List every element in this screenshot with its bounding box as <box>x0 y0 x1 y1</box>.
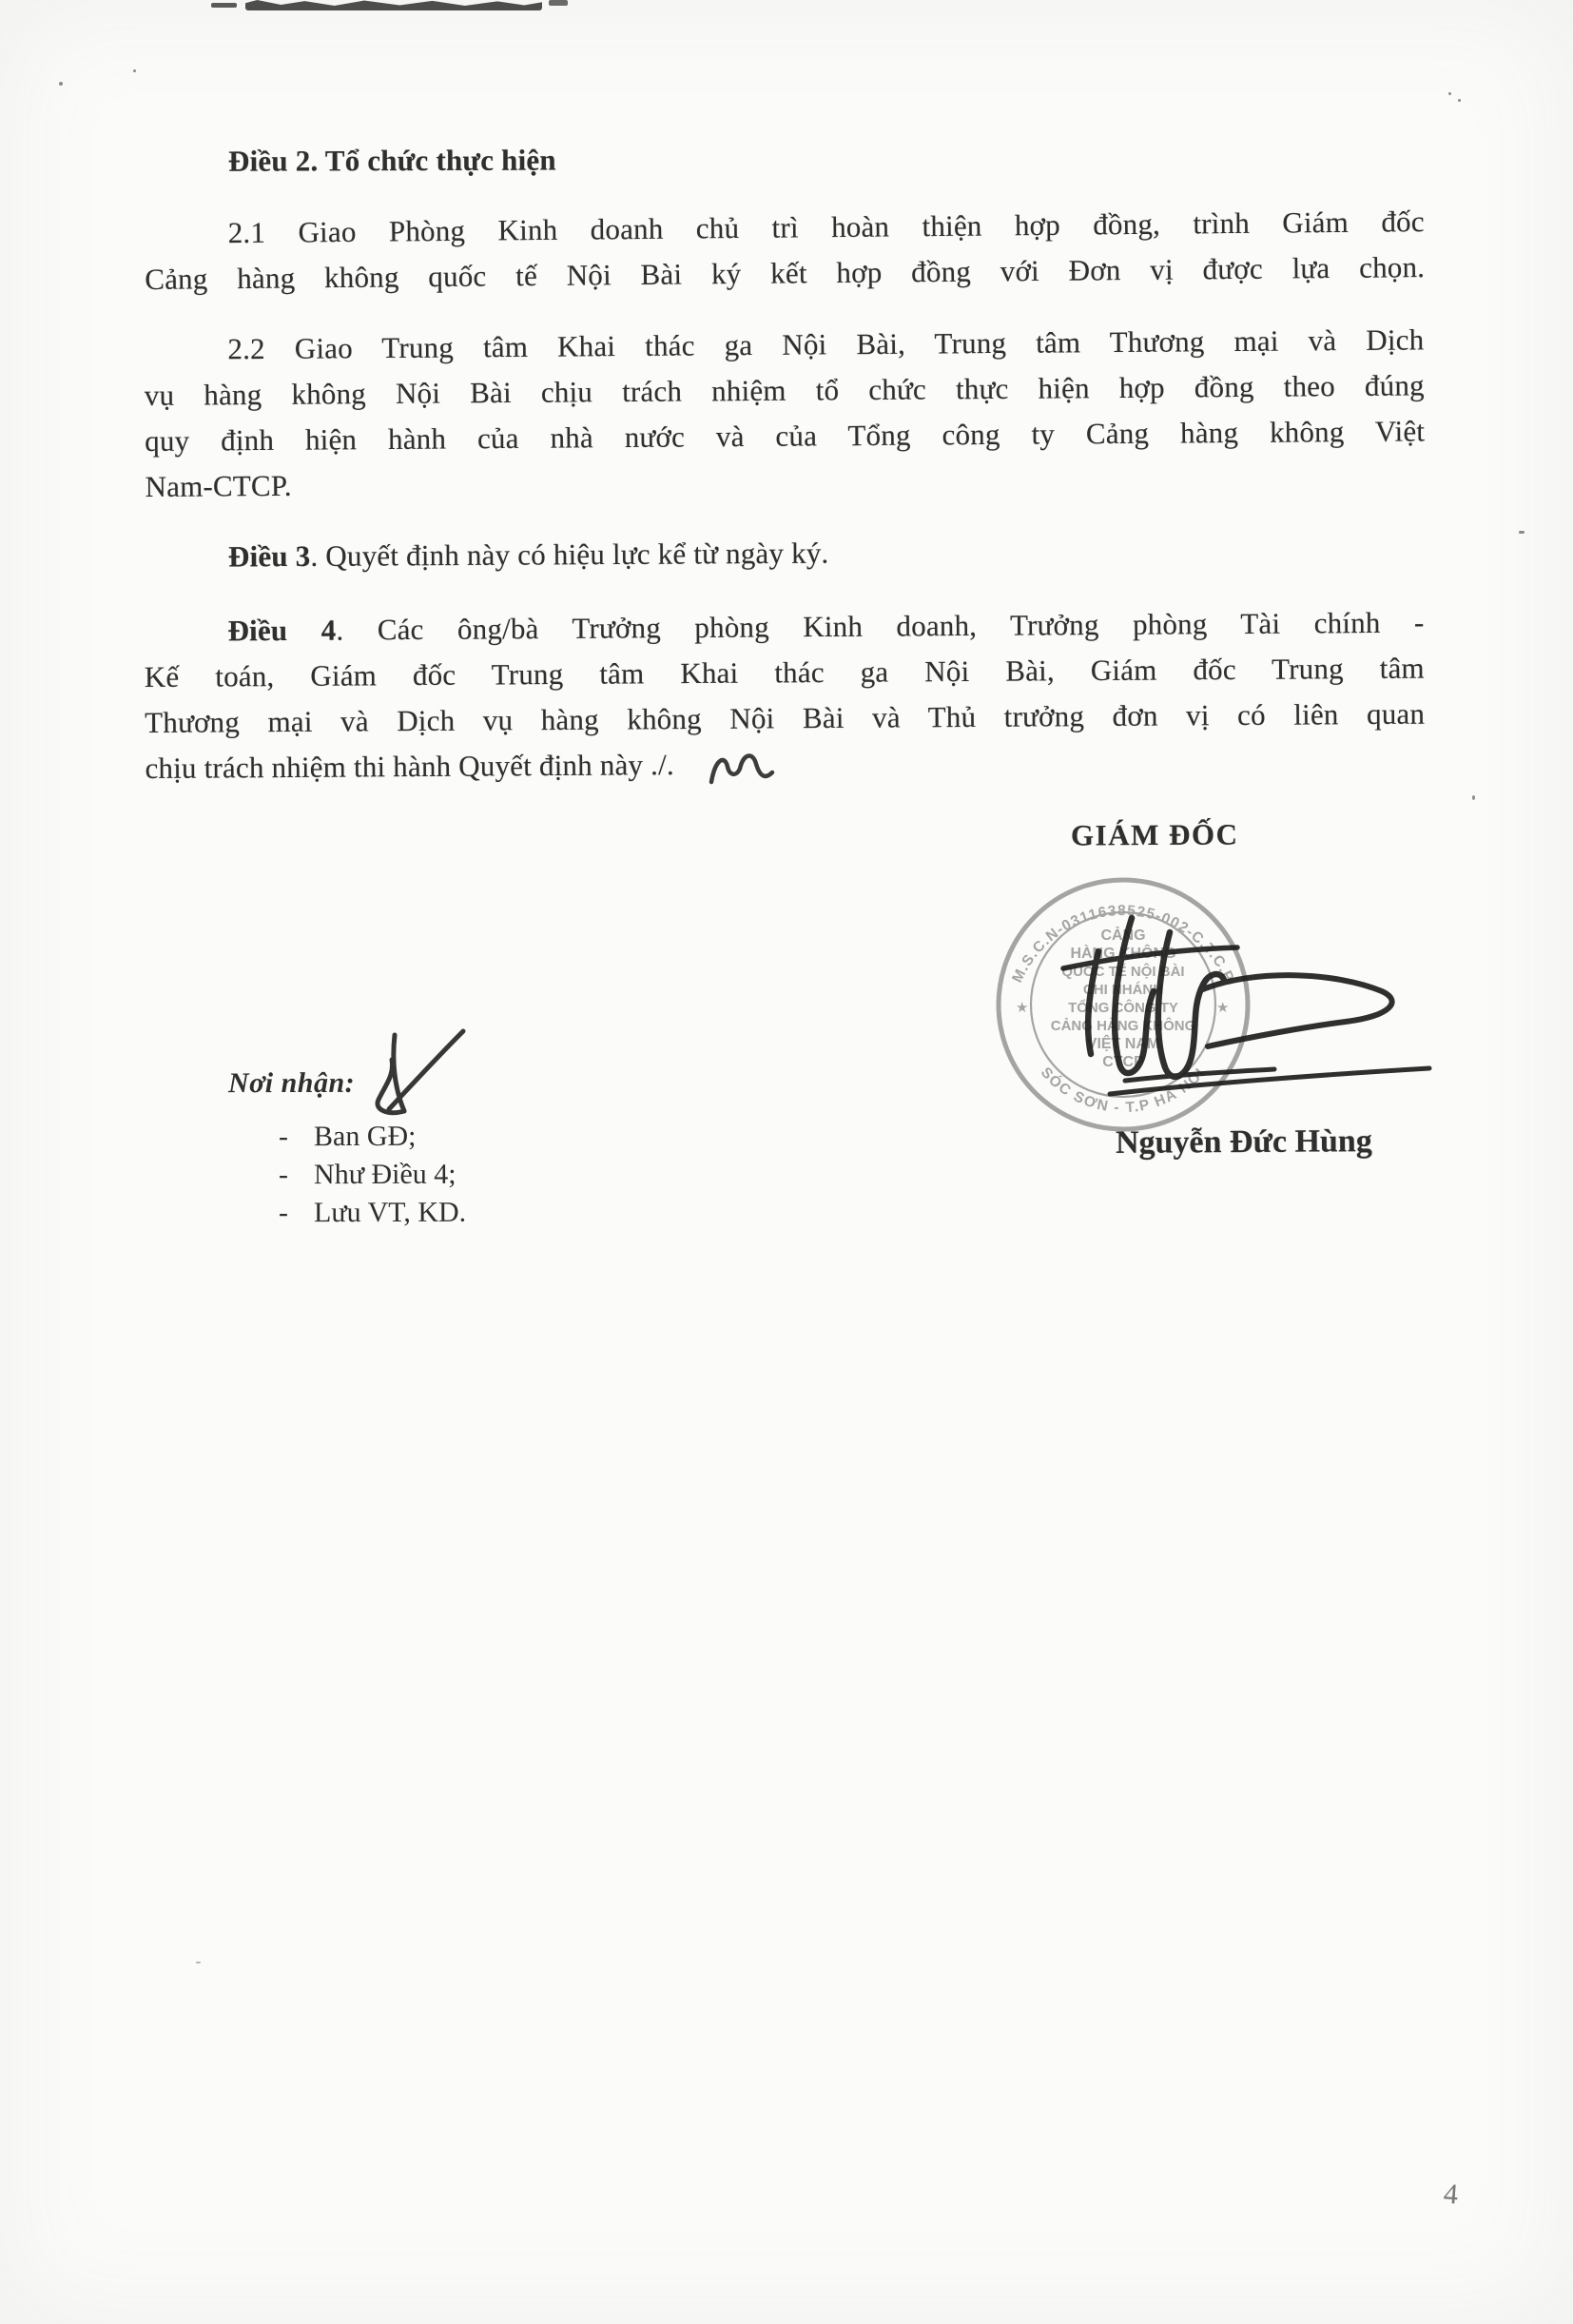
scan-artifact-top-band <box>245 0 542 10</box>
paragraph-2-1-line1: 2.1 Giao Phòng Kinh doanh chủ trì hoàn thiện hợp đồng, trình Giám đốc <box>227 205 1425 250</box>
stamp-center-line: TỔNG CÔNG TY <box>1068 1000 1178 1016</box>
paragraph-2-2-line2: vụ hàng không Nội Bài chịu trách nhiệm tổ chức thực hiện hợp đồng theo đúng <box>144 368 1425 413</box>
recipient-dash: - <box>278 1121 289 1153</box>
recipients-label: Nơi nhận: <box>227 1066 356 1100</box>
handwritten-tick-icon <box>706 746 780 793</box>
paragraph-2-2-line1: 2.2 Giao Trung tâm Khai thác ga Nội Bài, Trung tâm Thương mại và Dịch <box>227 322 1425 366</box>
recipient-text: Lưu VT, KD. <box>313 1196 467 1229</box>
stamp-center-line: VIỆT NAM <box>1086 1036 1160 1052</box>
stamp-center-line: HÀNG KHÔNG <box>1070 946 1176 962</box>
stamp-center-line: CẢNG <box>1100 928 1146 944</box>
scan-artifact-chip <box>549 0 568 6</box>
scan-speck <box>1458 99 1461 102</box>
initial-mark-icon <box>366 1025 480 1121</box>
recipient-dash: - <box>278 1159 289 1191</box>
paragraph-2-1-line2: Cảng hàng không quốc tế Nội Bài ký kết hợp đồng với Đơn vị được lựa chọn. <box>145 250 1426 296</box>
scan-speck <box>1519 531 1524 534</box>
signer-name: Nguyễn Đức Hùng <box>1115 1123 1372 1161</box>
article4-line4: chịu trách nhiệm thi hành Quyết định này ./. <box>145 748 674 785</box>
stamp-ring-bottom-text: SÓC SƠN - T.P HÀ NỘI <box>1037 1064 1210 1117</box>
paragraph-2-2-line3: quy định hiện hành của nhà nước và của Tổng công ty Cảng hàng không Việt <box>145 414 1426 458</box>
stamp-center-line: QUỐC TẾ NỘI BÀI <box>1061 964 1185 980</box>
scan-speck <box>59 82 63 86</box>
stamp-star-right: ★ <box>1216 1000 1230 1016</box>
scan-speck <box>1448 92 1451 95</box>
stamp-center-line: CTCP <box>1102 1054 1144 1070</box>
article4-line2: Kế toán, Giám đốc Trung tâm Khai thác ga Nội Bài, Giám đốc Trung tâm <box>144 651 1425 694</box>
scan-speck <box>1472 795 1475 800</box>
signature-ink <box>1003 894 1460 1118</box>
article4-line1-text: . Các ông/bà Trưởng phòng Kinh doanh, Trưởng phòng Tài chính - <box>336 605 1425 647</box>
stamp-center-line: CẢNG HÀNG KHÔNG <box>1050 1018 1196 1034</box>
article3-label: Điều 3 <box>227 538 311 574</box>
recipient-text: Như Điều 4; <box>313 1158 456 1191</box>
scan-artifact-dash <box>211 3 237 8</box>
signer-title: GIÁM ĐỐC <box>1070 817 1239 852</box>
article2-heading: Điều 2. Tổ chức thực hiện <box>227 143 556 178</box>
recipient-item <box>279 1159 456 1191</box>
scan-speck <box>133 69 136 72</box>
recipient-dash: - <box>278 1197 289 1229</box>
scan-speck <box>196 1962 201 1963</box>
stamp-ring-top-text: M.S.C.N-0311638525-002-C.T.C.P <box>1009 902 1237 986</box>
article3 <box>145 527 1425 580</box>
page-number: 4 <box>1442 2178 1460 2211</box>
article4 <box>144 600 1425 791</box>
paragraph-2-2-line4: Nam-CTCP. <box>145 468 292 503</box>
article4-label: Điều 4 <box>227 613 337 648</box>
recipient-item <box>279 1121 417 1153</box>
recipient-item <box>279 1197 466 1230</box>
article4-line3: Thương mại và Dịch vụ hàng không Nội Bài và Thủ trưởng đơn vị có liên quan <box>145 696 1426 739</box>
paragraph-2-1 <box>145 199 1426 303</box>
stamp-center-line: CHI NHÁNH <box>1082 982 1164 998</box>
stamp-star-left: ★ <box>1016 1000 1029 1016</box>
paragraph-2-2 <box>144 317 1425 510</box>
recipient-text: Ban GĐ; <box>313 1120 417 1153</box>
article3-text: . Quyết định này có hiệu lực kể từ ngày ký. <box>310 536 829 573</box>
